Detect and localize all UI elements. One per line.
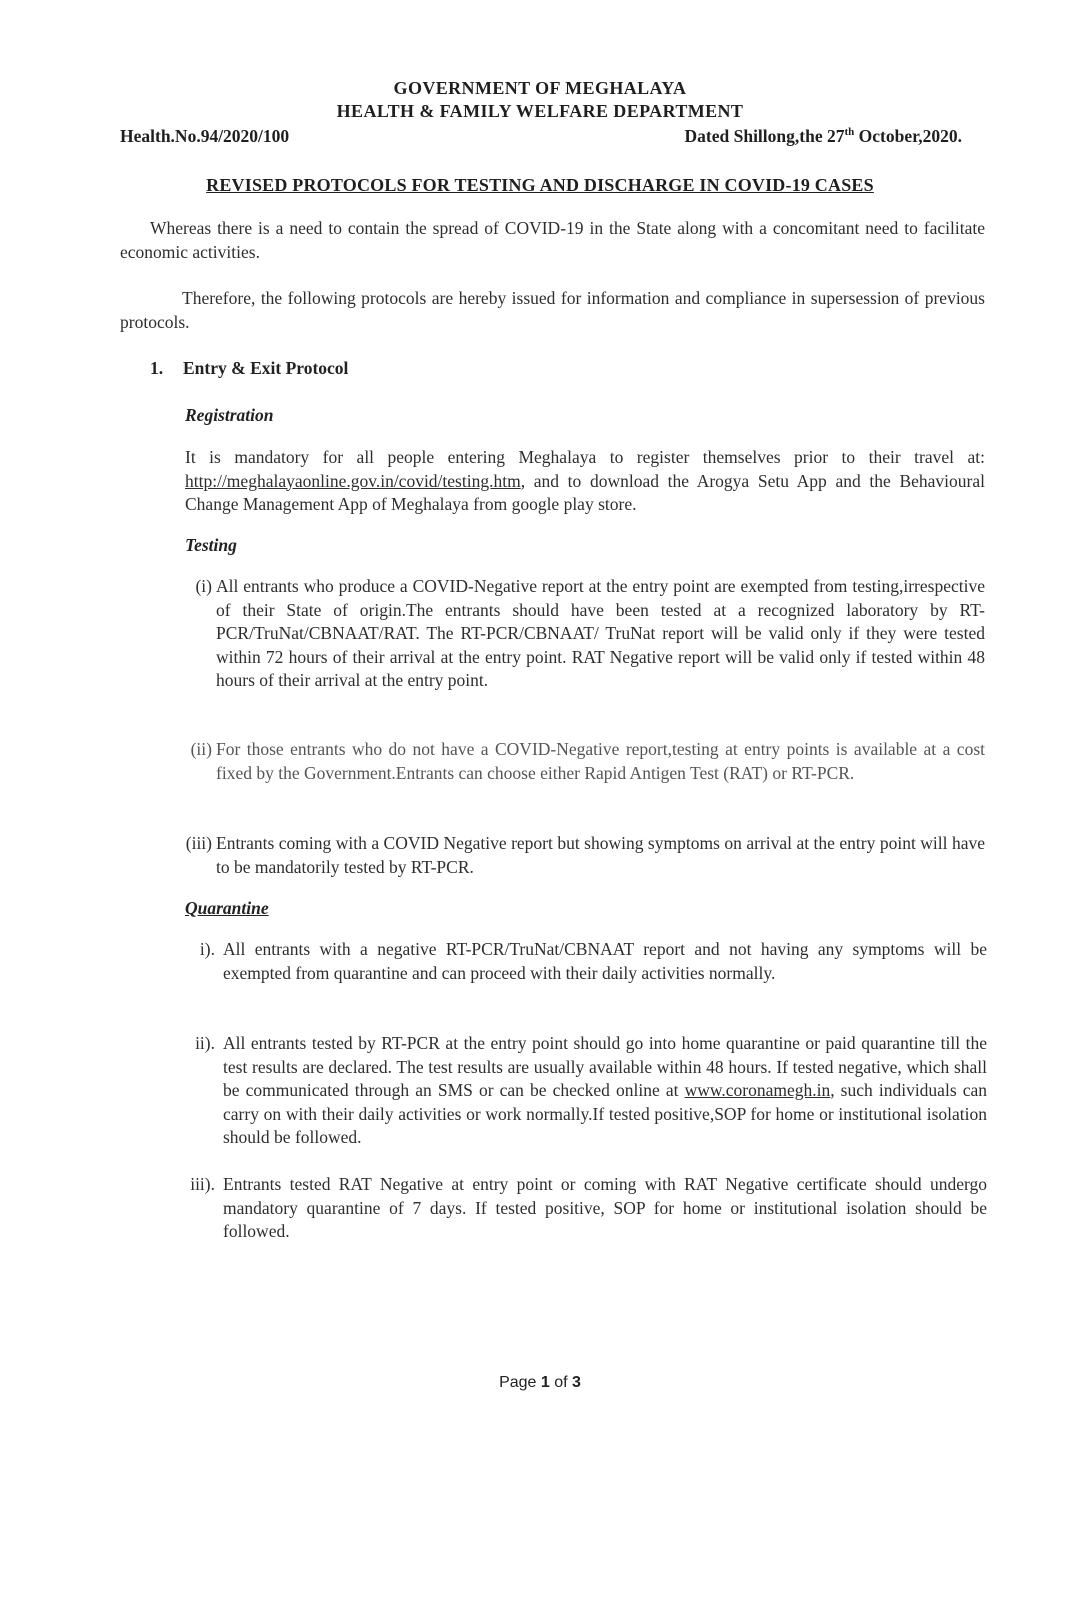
subject-heading: REVISED PROTOCOLS FOR TESTING AND DISCHARGE IN COVID-19 CASES <box>206 175 874 195</box>
list-marker: i). <box>199 939 215 959</box>
list-marker: (iii) <box>185 833 212 853</box>
testing-heading: Testing <box>185 535 237 555</box>
list-text: All entrants with a negative RT-PCR/TruNat/CBNAAT report and not having any symptoms will be exempted from quarantine and can proceed with their daily activities normally. <box>223 939 987 983</box>
registration-text: It is mandatory for all people entering Meghalaya to register themselves prior to their travel at: <box>185 447 985 467</box>
document-date <box>685 126 962 147</box>
government-heading: GOVERNMENT OF MEGHALAYA <box>393 78 687 98</box>
intro-text-2: Therefore, the following protocols are hereby issued for information and compliance in supersession of previous protocols. <box>120 288 985 332</box>
list-marker: (ii) <box>190 739 212 759</box>
registration-text-end: , and to download the Arogya Setu App and the Behavioural Change Management App of Meghalaya from google play store. <box>185 470 985 514</box>
list-text: All entrants who produce a COVID-Negative report at the entry point are exempted from testing,irrespective of their State of origin.The entrants should have been tested at a recognized laboratory by RT-PCR/TruNat/CBNAAT/RAT. The RT-PCR/CBNAAT/ TruNat report will be valid only if they were tested within 72 hours of their arrival at the entry point. RAT Negative report will be valid only if tested within 48 hours of their arrival at the entry point. <box>216 576 985 690</box>
list-text-end: , such individuals can carry on with their daily activities or work normally.If tested positive,SOP for home or institutional isolation should be followed. <box>223 1080 987 1147</box>
list-marker: (i) <box>195 576 212 596</box>
page-footer <box>0 1374 1080 1392</box>
testing-item-3 <box>176 832 985 880</box>
date-suffix: October,2020. <box>854 126 962 146</box>
list-text: For those entrants who do not have a COVID-Negative report,testing at entry points is available at a cost fixed by the Government.Entrants can choose either Rapid Antigen Test (RAT) or RT-PCR. <box>216 739 985 783</box>
section-1-heading <box>150 358 348 379</box>
quarantine-heading: Quarantine <box>185 898 269 918</box>
page-total: 3 <box>572 1374 581 1391</box>
intro-paragraph-2 <box>120 287 985 334</box>
quarantine-item-2 <box>181 1032 987 1152</box>
list-text <box>223 1032 987 1150</box>
section-number: 1. <box>150 358 164 378</box>
page-current: 1 <box>540 1374 550 1391</box>
list-marker: iii). <box>190 1174 215 1194</box>
registration-link[interactable]: http://meghalayaonline.gov.in/covid/testing.htm <box>185 470 521 491</box>
date-ordinal: th <box>844 126 855 139</box>
date-prefix: Dated Shillong,the 27 <box>684 126 845 146</box>
list-text: Entrants coming with a COVID Negative report but showing symptoms on arrival at the entry point will have to be mandatorily tested by RT-PCR. <box>216 833 985 877</box>
intro-paragraph-1 <box>120 217 985 264</box>
page-of: of <box>549 1374 573 1391</box>
quarantine-item-1 <box>185 938 987 1010</box>
quarantine-item-3 <box>177 1173 987 1245</box>
registration-heading: Registration <box>185 405 274 425</box>
registration-paragraph <box>185 446 985 517</box>
list-text-start: All entrants tested by RT-PCR at the entry point should go into home quarantine or paid quarantine till the test results are declared. The test results are usually available within 48 hours. If tested negative, which shall be communicated through an SMS or can be checked online at <box>223 1033 987 1100</box>
section-title: Entry & Exit Protocol <box>183 358 349 378</box>
intro-text-1: Whereas there is a need to contain the spread of COVID-19 in the State along with a concomitant need to facilitate economic activities. <box>120 218 985 262</box>
coronamegh-link[interactable]: www.coronamegh.in <box>684 1080 831 1100</box>
reference-number: Health.No.94/2020/100 <box>120 126 290 146</box>
page-label: Page <box>499 1374 541 1391</box>
list-marker: ii). <box>195 1033 215 1053</box>
department-heading: HEALTH & FAMILY WELFARE DEPARTMENT <box>336 101 744 121</box>
testing-item-1 <box>185 575 985 717</box>
testing-item-2 <box>180 738 985 810</box>
list-text: Entrants tested RAT Negative at entry point or coming with RAT Negative certificate should undergo mandatory quarantine of 7 days. If tested positive, SOP for home or institutional isolation should be followed. <box>223 1174 987 1241</box>
